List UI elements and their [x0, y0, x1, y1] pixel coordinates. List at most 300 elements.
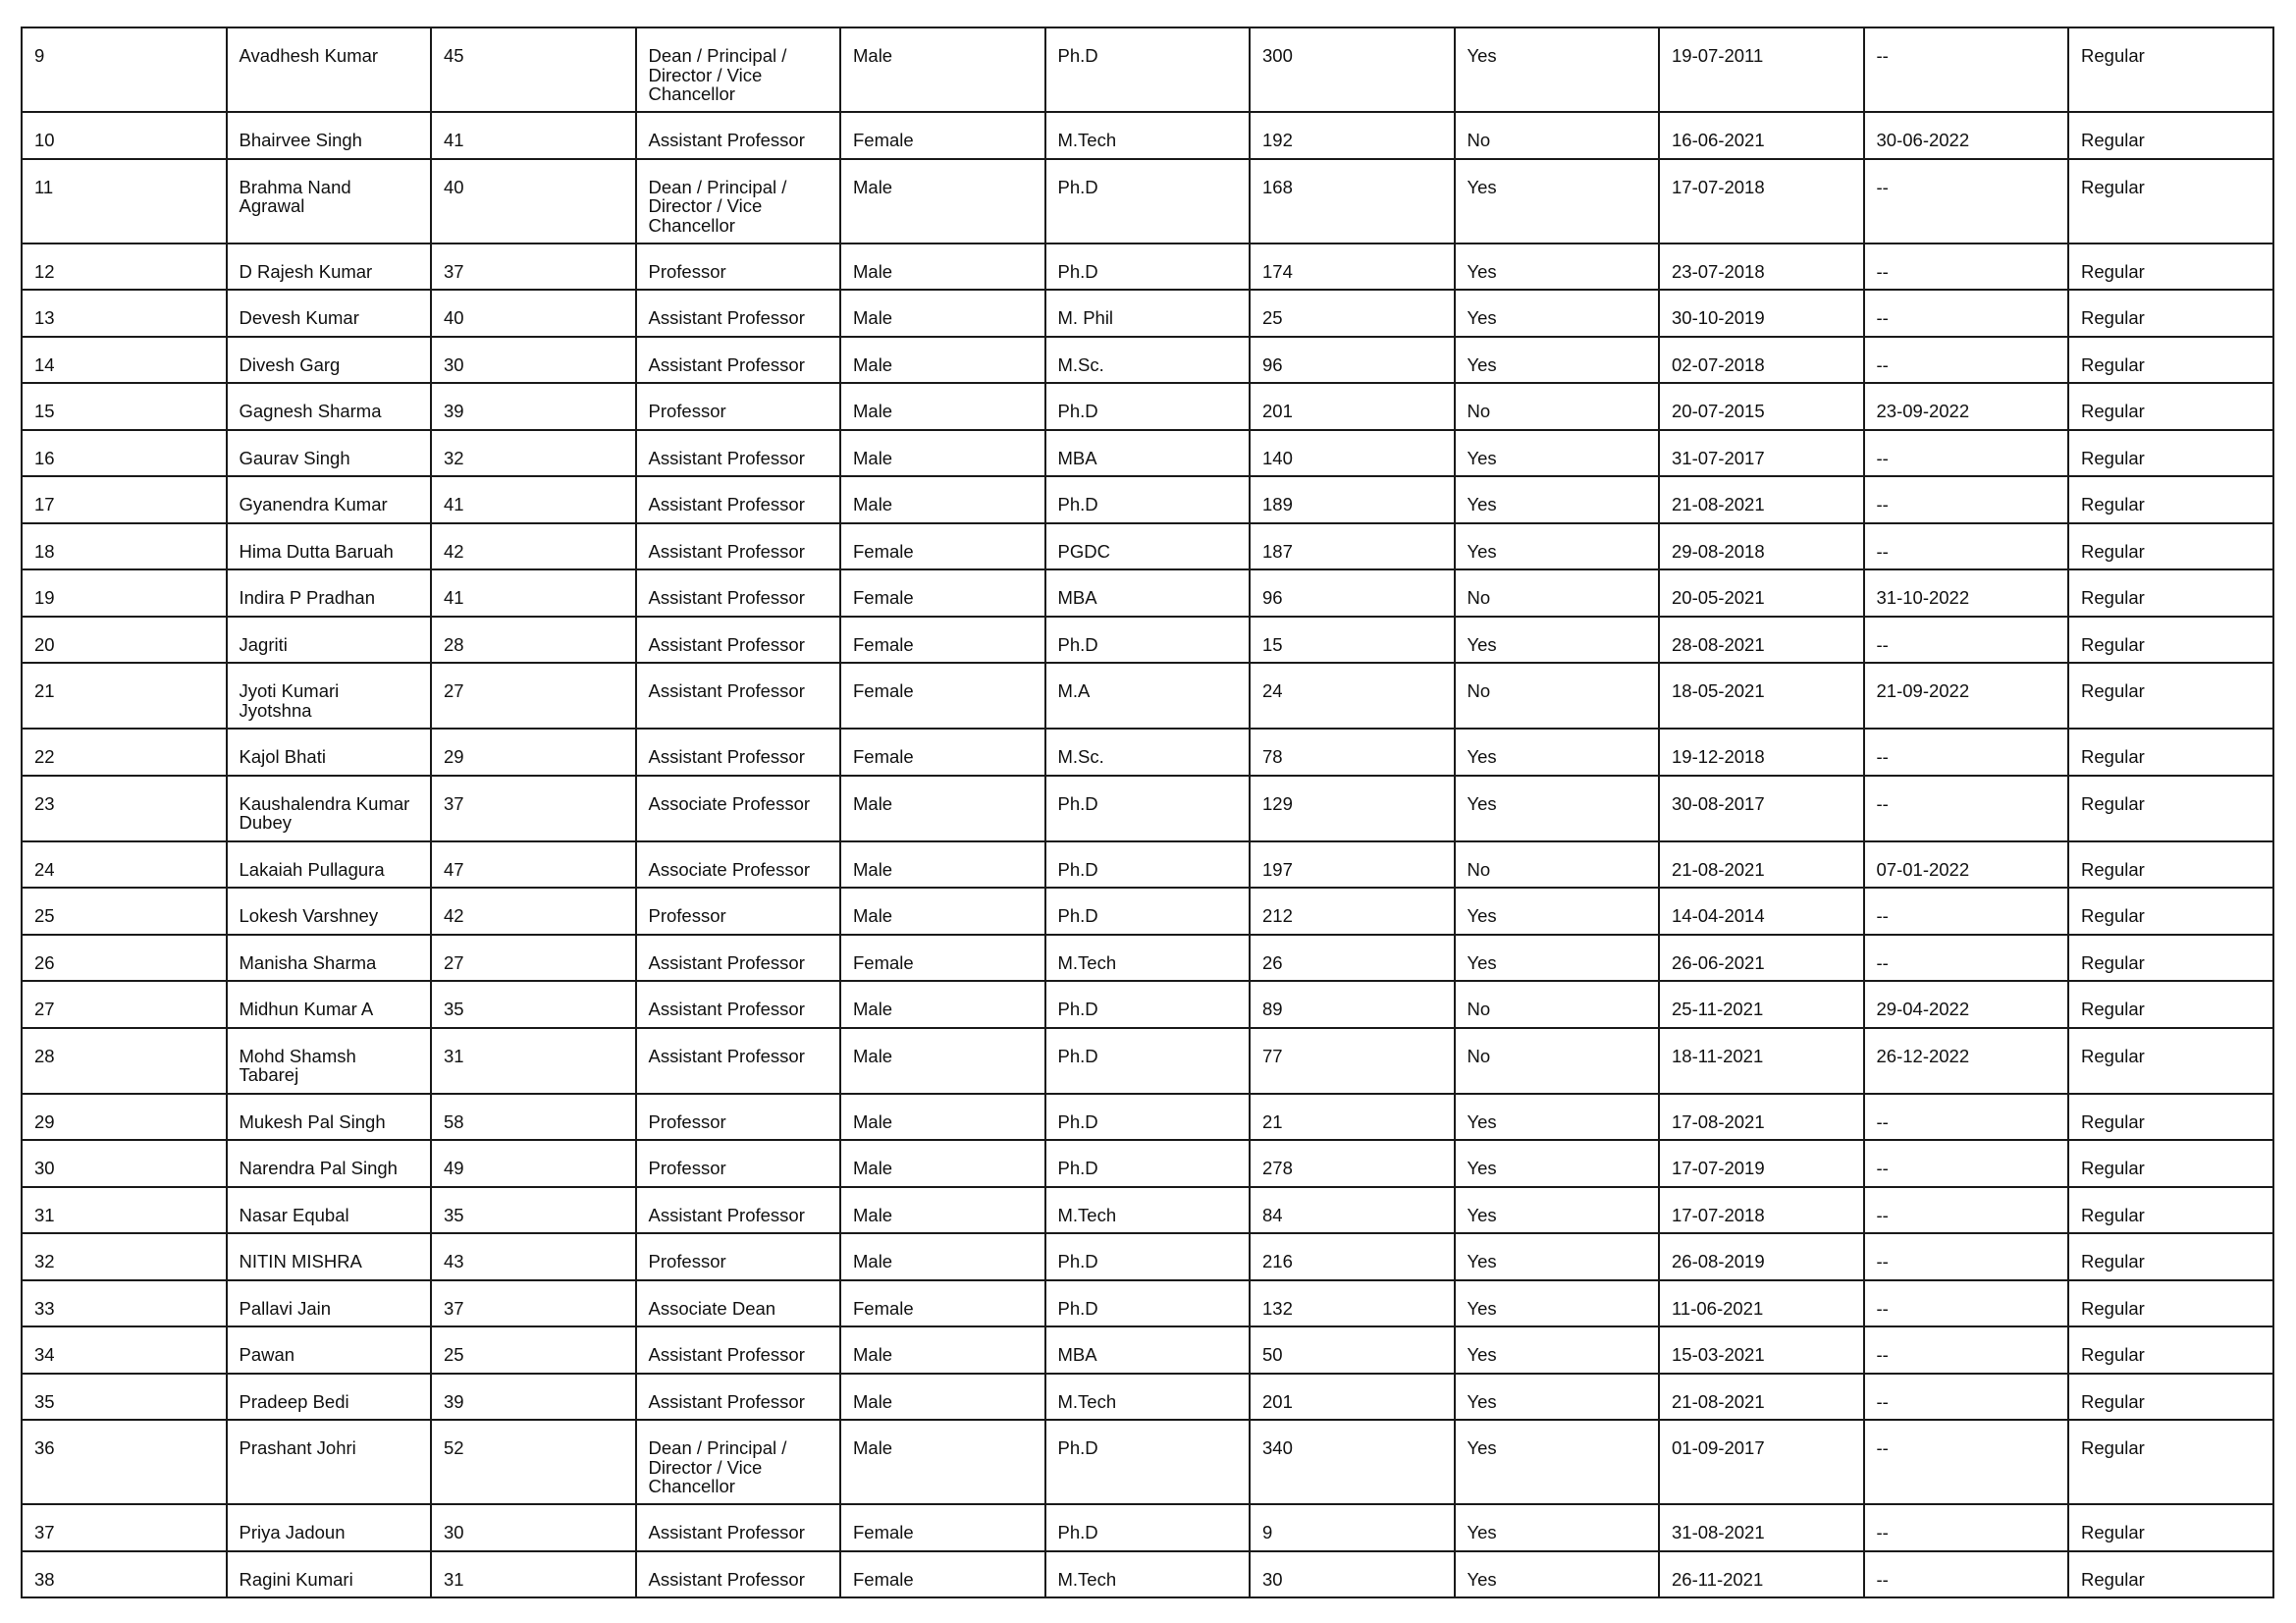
- qualification-cell: Ph.D: [1045, 1280, 1251, 1327]
- designation-cell: Assistant Professor: [636, 523, 841, 570]
- experience-months-cell: 201: [1250, 383, 1455, 430]
- joining-date-cell: 26-06-2021: [1659, 935, 1864, 982]
- joining-date-cell: 25-11-2021: [1659, 981, 1864, 1028]
- designation-cell: Assistant Professor: [636, 1187, 841, 1234]
- joining-date-cell: 02-07-2018: [1659, 337, 1864, 384]
- faculty-name-cell: Jyoti Kumari Jyotshna: [227, 663, 432, 729]
- leaving-date-cell: --: [1864, 159, 2069, 243]
- experience-months-cell: 216: [1250, 1233, 1455, 1280]
- nature-of-association-cell: Regular: [2068, 337, 2273, 384]
- nature-of-association-cell: Regular: [2068, 1028, 2273, 1094]
- currently-working-cell: Yes: [1455, 290, 1660, 337]
- leaving-date-cell: --: [1864, 1420, 2069, 1504]
- faculty-name-cell: Mukesh Pal Singh: [227, 1094, 432, 1141]
- designation-cell: Assistant Professor: [636, 981, 841, 1028]
- nature-of-association-cell: Regular: [2068, 1140, 2273, 1187]
- experience-months-cell: 192: [1250, 112, 1455, 159]
- nature-of-association-cell: Regular: [2068, 159, 2273, 243]
- gender-cell: Female: [840, 663, 1045, 729]
- qualification-cell: Ph.D: [1045, 1420, 1251, 1504]
- leaving-date-cell: --: [1864, 1233, 2069, 1280]
- experience-months-cell: 197: [1250, 841, 1455, 889]
- designation-cell: Associate Professor: [636, 841, 841, 889]
- nature-of-association-cell: Regular: [2068, 476, 2273, 523]
- age-cell: 37: [431, 776, 636, 841]
- serial-number-cell: 16: [22, 430, 227, 477]
- designation-cell: Dean / Principal / Director / Vice Chancellor: [636, 27, 841, 112]
- serial-number-cell: 25: [22, 888, 227, 935]
- table-row: [22, 617, 2273, 664]
- faculty-name-cell: Indira P Pradhan: [227, 569, 432, 617]
- joining-date-cell: 23-07-2018: [1659, 243, 1864, 291]
- gender-cell: Male: [840, 1374, 1045, 1421]
- designation-cell: Assistant Professor: [636, 663, 841, 729]
- serial-number-cell: 30: [22, 1140, 227, 1187]
- currently-working-cell: Yes: [1455, 1280, 1660, 1327]
- qualification-cell: M. Phil: [1045, 290, 1251, 337]
- gender-cell: Male: [840, 337, 1045, 384]
- joining-date-cell: 17-07-2018: [1659, 1187, 1864, 1234]
- qualification-cell: MBA: [1045, 1326, 1251, 1374]
- leaving-date-cell: --: [1864, 1551, 2069, 1598]
- designation-cell: Assistant Professor: [636, 337, 841, 384]
- table-row: [22, 523, 2273, 570]
- age-cell: 39: [431, 1374, 636, 1421]
- experience-months-cell: 89: [1250, 981, 1455, 1028]
- leaving-date-cell: --: [1864, 1374, 2069, 1421]
- leaving-date-cell: --: [1864, 1094, 2069, 1141]
- table-row: [22, 1094, 2273, 1141]
- table-row: [22, 243, 2273, 291]
- leaving-date-cell: --: [1864, 476, 2069, 523]
- qualification-cell: PGDC: [1045, 523, 1251, 570]
- joining-date-cell: 26-08-2019: [1659, 1233, 1864, 1280]
- designation-cell: Assistant Professor: [636, 1551, 841, 1598]
- gender-cell: Male: [840, 243, 1045, 291]
- nature-of-association-cell: Regular: [2068, 1094, 2273, 1141]
- serial-number-cell: 23: [22, 776, 227, 841]
- table-row: [22, 112, 2273, 159]
- experience-months-cell: 25: [1250, 290, 1455, 337]
- faculty-name-cell: Pallavi Jain: [227, 1280, 432, 1327]
- gender-cell: Male: [840, 841, 1045, 889]
- experience-months-cell: 300: [1250, 27, 1455, 112]
- currently-working-cell: Yes: [1455, 1094, 1660, 1141]
- joining-date-cell: 31-07-2017: [1659, 430, 1864, 477]
- experience-months-cell: 77: [1250, 1028, 1455, 1094]
- serial-number-cell: 13: [22, 290, 227, 337]
- leaving-date-cell: --: [1864, 888, 2069, 935]
- serial-number-cell: 38: [22, 1551, 227, 1598]
- experience-months-cell: 278: [1250, 1140, 1455, 1187]
- leaving-date-cell: --: [1864, 1140, 2069, 1187]
- joining-date-cell: 18-05-2021: [1659, 663, 1864, 729]
- table-row: [22, 1551, 2273, 1598]
- experience-months-cell: 340: [1250, 1420, 1455, 1504]
- table-row: [22, 27, 2273, 112]
- age-cell: 29: [431, 729, 636, 776]
- designation-cell: Professor: [636, 1140, 841, 1187]
- age-cell: 58: [431, 1094, 636, 1141]
- currently-working-cell: No: [1455, 569, 1660, 617]
- currently-working-cell: Yes: [1455, 617, 1660, 664]
- gender-cell: Male: [840, 1028, 1045, 1094]
- designation-cell: Associate Dean: [636, 1280, 841, 1327]
- faculty-name-cell: Narendra Pal Singh: [227, 1140, 432, 1187]
- gender-cell: Male: [840, 1094, 1045, 1141]
- currently-working-cell: Yes: [1455, 1140, 1660, 1187]
- experience-months-cell: 30: [1250, 1551, 1455, 1598]
- qualification-cell: MBA: [1045, 430, 1251, 477]
- joining-date-cell: 21-08-2021: [1659, 476, 1864, 523]
- leaving-date-cell: 31-10-2022: [1864, 569, 2069, 617]
- joining-date-cell: 29-08-2018: [1659, 523, 1864, 570]
- table-row: [22, 1504, 2273, 1551]
- experience-months-cell: 129: [1250, 776, 1455, 841]
- qualification-cell: Ph.D: [1045, 981, 1251, 1028]
- experience-months-cell: 201: [1250, 1374, 1455, 1421]
- designation-cell: Assistant Professor: [636, 569, 841, 617]
- experience-months-cell: 21: [1250, 1094, 1455, 1141]
- serial-number-cell: 18: [22, 523, 227, 570]
- joining-date-cell: 17-08-2021: [1659, 1094, 1864, 1141]
- serial-number-cell: 10: [22, 112, 227, 159]
- faculty-name-cell: D Rajesh Kumar: [227, 243, 432, 291]
- serial-number-cell: 20: [22, 617, 227, 664]
- nature-of-association-cell: Regular: [2068, 290, 2273, 337]
- nature-of-association-cell: Regular: [2068, 776, 2273, 841]
- currently-working-cell: Yes: [1455, 430, 1660, 477]
- serial-number-cell: 37: [22, 1504, 227, 1551]
- faculty-name-cell: Brahma Nand Agrawal: [227, 159, 432, 243]
- table-row: [22, 1187, 2273, 1234]
- serial-number-cell: 21: [22, 663, 227, 729]
- age-cell: 31: [431, 1028, 636, 1094]
- designation-cell: Professor: [636, 243, 841, 291]
- experience-months-cell: 187: [1250, 523, 1455, 570]
- serial-number-cell: 36: [22, 1420, 227, 1504]
- serial-number-cell: 27: [22, 981, 227, 1028]
- experience-months-cell: 15: [1250, 617, 1455, 664]
- joining-date-cell: 20-07-2015: [1659, 383, 1864, 430]
- table-row: [22, 337, 2273, 384]
- serial-number-cell: 9: [22, 27, 227, 112]
- nature-of-association-cell: Regular: [2068, 1504, 2273, 1551]
- leaving-date-cell: --: [1864, 729, 2069, 776]
- gender-cell: Female: [840, 1280, 1045, 1327]
- currently-working-cell: Yes: [1455, 27, 1660, 112]
- qualification-cell: Ph.D: [1045, 617, 1251, 664]
- serial-number-cell: 26: [22, 935, 227, 982]
- faculty-name-cell: Kajol Bhati: [227, 729, 432, 776]
- faculty-table-body: [22, 27, 2273, 1597]
- age-cell: 28: [431, 617, 636, 664]
- experience-months-cell: 96: [1250, 569, 1455, 617]
- leaving-date-cell: 23-09-2022: [1864, 383, 2069, 430]
- currently-working-cell: No: [1455, 112, 1660, 159]
- gender-cell: Female: [840, 523, 1045, 570]
- nature-of-association-cell: Regular: [2068, 27, 2273, 112]
- qualification-cell: Ph.D: [1045, 841, 1251, 889]
- leaving-date-cell: 07-01-2022: [1864, 841, 2069, 889]
- joining-date-cell: 30-10-2019: [1659, 290, 1864, 337]
- joining-date-cell: 17-07-2019: [1659, 1140, 1864, 1187]
- faculty-name-cell: Pradeep Bedi: [227, 1374, 432, 1421]
- age-cell: 45: [431, 27, 636, 112]
- age-cell: 40: [431, 290, 636, 337]
- nature-of-association-cell: Regular: [2068, 243, 2273, 291]
- qualification-cell: M.Sc.: [1045, 337, 1251, 384]
- serial-number-cell: 15: [22, 383, 227, 430]
- experience-months-cell: 132: [1250, 1280, 1455, 1327]
- qualification-cell: Ph.D: [1045, 1504, 1251, 1551]
- designation-cell: Assistant Professor: [636, 935, 841, 982]
- qualification-cell: M.Tech: [1045, 1551, 1251, 1598]
- leaving-date-cell: --: [1864, 776, 2069, 841]
- age-cell: 43: [431, 1233, 636, 1280]
- nature-of-association-cell: Regular: [2068, 383, 2273, 430]
- designation-cell: Assistant Professor: [636, 1504, 841, 1551]
- designation-cell: Professor: [636, 1233, 841, 1280]
- nature-of-association-cell: Regular: [2068, 523, 2273, 570]
- age-cell: 42: [431, 888, 636, 935]
- leaving-date-cell: 29-04-2022: [1864, 981, 2069, 1028]
- leaving-date-cell: --: [1864, 290, 2069, 337]
- currently-working-cell: No: [1455, 383, 1660, 430]
- designation-cell: Dean / Principal / Director / Vice Chancellor: [636, 159, 841, 243]
- table-row: [22, 290, 2273, 337]
- leaving-date-cell: --: [1864, 523, 2069, 570]
- table-row: [22, 1374, 2273, 1421]
- nature-of-association-cell: Regular: [2068, 981, 2273, 1028]
- gender-cell: Male: [840, 1140, 1045, 1187]
- serial-number-cell: 11: [22, 159, 227, 243]
- table-row: [22, 430, 2273, 477]
- joining-date-cell: 20-05-2021: [1659, 569, 1864, 617]
- age-cell: 32: [431, 430, 636, 477]
- joining-date-cell: 18-11-2021: [1659, 1028, 1864, 1094]
- age-cell: 25: [431, 1326, 636, 1374]
- experience-months-cell: 212: [1250, 888, 1455, 935]
- experience-months-cell: 174: [1250, 243, 1455, 291]
- joining-date-cell: 16-06-2021: [1659, 112, 1864, 159]
- gender-cell: Male: [840, 776, 1045, 841]
- nature-of-association-cell: Regular: [2068, 1280, 2273, 1327]
- gender-cell: Female: [840, 569, 1045, 617]
- joining-date-cell: 21-08-2021: [1659, 1374, 1864, 1421]
- qualification-cell: M.Tech: [1045, 1374, 1251, 1421]
- qualification-cell: Ph.D: [1045, 243, 1251, 291]
- leaving-date-cell: --: [1864, 617, 2069, 664]
- serial-number-cell: 24: [22, 841, 227, 889]
- currently-working-cell: Yes: [1455, 159, 1660, 243]
- qualification-cell: M.Sc.: [1045, 729, 1251, 776]
- joining-date-cell: 26-11-2021: [1659, 1551, 1864, 1598]
- gender-cell: Male: [840, 981, 1045, 1028]
- currently-working-cell: Yes: [1455, 476, 1660, 523]
- table-row: [22, 1420, 2273, 1504]
- designation-cell: Dean / Principal / Director / Vice Chancellor: [636, 1420, 841, 1504]
- experience-months-cell: 9: [1250, 1504, 1455, 1551]
- currently-working-cell: Yes: [1455, 1551, 1660, 1598]
- faculty-document: [21, 27, 2274, 1598]
- age-cell: 41: [431, 112, 636, 159]
- table-row: [22, 1280, 2273, 1327]
- faculty-name-cell: Mohd Shamsh Tabarej: [227, 1028, 432, 1094]
- age-cell: 49: [431, 1140, 636, 1187]
- age-cell: 41: [431, 476, 636, 523]
- gender-cell: Male: [840, 1187, 1045, 1234]
- qualification-cell: Ph.D: [1045, 476, 1251, 523]
- designation-cell: Assistant Professor: [636, 1326, 841, 1374]
- joining-date-cell: 17-07-2018: [1659, 159, 1864, 243]
- faculty-name-cell: Lakaiah Pullagura: [227, 841, 432, 889]
- gender-cell: Male: [840, 27, 1045, 112]
- currently-working-cell: Yes: [1455, 243, 1660, 291]
- age-cell: 30: [431, 337, 636, 384]
- designation-cell: Professor: [636, 1094, 841, 1141]
- serial-number-cell: 31: [22, 1187, 227, 1234]
- table-row: [22, 159, 2273, 243]
- joining-date-cell: 01-09-2017: [1659, 1420, 1864, 1504]
- faculty-name-cell: Lokesh Varshney: [227, 888, 432, 935]
- faculty-name-cell: Manisha Sharma: [227, 935, 432, 982]
- faculty-name-cell: Gagnesh Sharma: [227, 383, 432, 430]
- experience-months-cell: 84: [1250, 1187, 1455, 1234]
- currently-working-cell: No: [1455, 1028, 1660, 1094]
- experience-months-cell: 78: [1250, 729, 1455, 776]
- table-row: [22, 776, 2273, 841]
- joining-date-cell: 14-04-2014: [1659, 888, 1864, 935]
- designation-cell: Assistant Professor: [636, 430, 841, 477]
- nature-of-association-cell: Regular: [2068, 729, 2273, 776]
- currently-working-cell: No: [1455, 663, 1660, 729]
- table-row: [22, 476, 2273, 523]
- designation-cell: Assistant Professor: [636, 1028, 841, 1094]
- designation-cell: Assistant Professor: [636, 290, 841, 337]
- leaving-date-cell: --: [1864, 1326, 2069, 1374]
- table-row: [22, 1233, 2273, 1280]
- table-row: [22, 1140, 2273, 1187]
- faculty-name-cell: Gyanendra Kumar: [227, 476, 432, 523]
- experience-months-cell: 189: [1250, 476, 1455, 523]
- designation-cell: Professor: [636, 383, 841, 430]
- qualification-cell: Ph.D: [1045, 1140, 1251, 1187]
- joining-date-cell: 31-08-2021: [1659, 1504, 1864, 1551]
- table-row: [22, 935, 2273, 982]
- currently-working-cell: Yes: [1455, 1326, 1660, 1374]
- qualification-cell: M.Tech: [1045, 935, 1251, 982]
- experience-months-cell: 96: [1250, 337, 1455, 384]
- faculty-name-cell: Avadhesh Kumar: [227, 27, 432, 112]
- gender-cell: Male: [840, 888, 1045, 935]
- qualification-cell: Ph.D: [1045, 383, 1251, 430]
- joining-date-cell: 21-08-2021: [1659, 841, 1864, 889]
- joining-date-cell: 11-06-2021: [1659, 1280, 1864, 1327]
- leaving-date-cell: --: [1864, 27, 2069, 112]
- leaving-date-cell: --: [1864, 430, 2069, 477]
- designation-cell: Assistant Professor: [636, 112, 841, 159]
- gender-cell: Female: [840, 935, 1045, 982]
- table-row: [22, 569, 2273, 617]
- faculty-name-cell: Midhun Kumar A: [227, 981, 432, 1028]
- table-row: [22, 383, 2273, 430]
- nature-of-association-cell: Regular: [2068, 888, 2273, 935]
- experience-months-cell: 140: [1250, 430, 1455, 477]
- faculty-name-cell: Devesh Kumar: [227, 290, 432, 337]
- serial-number-cell: 35: [22, 1374, 227, 1421]
- gender-cell: Male: [840, 1326, 1045, 1374]
- table-row: [22, 981, 2273, 1028]
- joining-date-cell: 30-08-2017: [1659, 776, 1864, 841]
- faculty-name-cell: Gaurav Singh: [227, 430, 432, 477]
- joining-date-cell: 28-08-2021: [1659, 617, 1864, 664]
- currently-working-cell: No: [1455, 981, 1660, 1028]
- gender-cell: Male: [840, 290, 1045, 337]
- joining-date-cell: 19-07-2011: [1659, 27, 1864, 112]
- currently-working-cell: Yes: [1455, 935, 1660, 982]
- faculty-name-cell: Nasar Equbal: [227, 1187, 432, 1234]
- faculty-name-cell: NITIN MISHRA: [227, 1233, 432, 1280]
- currently-working-cell: Yes: [1455, 776, 1660, 841]
- faculty-name-cell: Bhairvee Singh: [227, 112, 432, 159]
- table-row: [22, 841, 2273, 889]
- nature-of-association-cell: Regular: [2068, 430, 2273, 477]
- qualification-cell: Ph.D: [1045, 1233, 1251, 1280]
- designation-cell: Professor: [636, 888, 841, 935]
- faculty-name-cell: Pawan: [227, 1326, 432, 1374]
- experience-months-cell: 168: [1250, 159, 1455, 243]
- currently-working-cell: Yes: [1455, 1187, 1660, 1234]
- experience-months-cell: 50: [1250, 1326, 1455, 1374]
- serial-number-cell: 28: [22, 1028, 227, 1094]
- qualification-cell: M.A: [1045, 663, 1251, 729]
- nature-of-association-cell: Regular: [2068, 569, 2273, 617]
- designation-cell: Assistant Professor: [636, 617, 841, 664]
- faculty-name-cell: Prashant Johri: [227, 1420, 432, 1504]
- faculty-name-cell: Divesh Garg: [227, 337, 432, 384]
- age-cell: 31: [431, 1551, 636, 1598]
- faculty-name-cell: Ragini Kumari: [227, 1551, 432, 1598]
- currently-working-cell: Yes: [1455, 729, 1660, 776]
- age-cell: 52: [431, 1420, 636, 1504]
- currently-working-cell: Yes: [1455, 1504, 1660, 1551]
- serial-number-cell: 22: [22, 729, 227, 776]
- joining-date-cell: 15-03-2021: [1659, 1326, 1864, 1374]
- age-cell: 47: [431, 841, 636, 889]
- nature-of-association-cell: Regular: [2068, 841, 2273, 889]
- gender-cell: Female: [840, 617, 1045, 664]
- qualification-cell: Ph.D: [1045, 1094, 1251, 1141]
- nature-of-association-cell: Regular: [2068, 1187, 2273, 1234]
- age-cell: 27: [431, 663, 636, 729]
- leaving-date-cell: 26-12-2022: [1864, 1028, 2069, 1094]
- qualification-cell: Ph.D: [1045, 1028, 1251, 1094]
- currently-working-cell: Yes: [1455, 337, 1660, 384]
- serial-number-cell: 14: [22, 337, 227, 384]
- designation-cell: Assistant Professor: [636, 476, 841, 523]
- serial-number-cell: 17: [22, 476, 227, 523]
- currently-working-cell: Yes: [1455, 1420, 1660, 1504]
- gender-cell: Male: [840, 1233, 1045, 1280]
- designation-cell: Associate Professor: [636, 776, 841, 841]
- leaving-date-cell: --: [1864, 1280, 2069, 1327]
- age-cell: 27: [431, 935, 636, 982]
- faculty-name-cell: Jagriti: [227, 617, 432, 664]
- serial-number-cell: 33: [22, 1280, 227, 1327]
- leaving-date-cell: --: [1864, 1504, 2069, 1551]
- gender-cell: Female: [840, 1504, 1045, 1551]
